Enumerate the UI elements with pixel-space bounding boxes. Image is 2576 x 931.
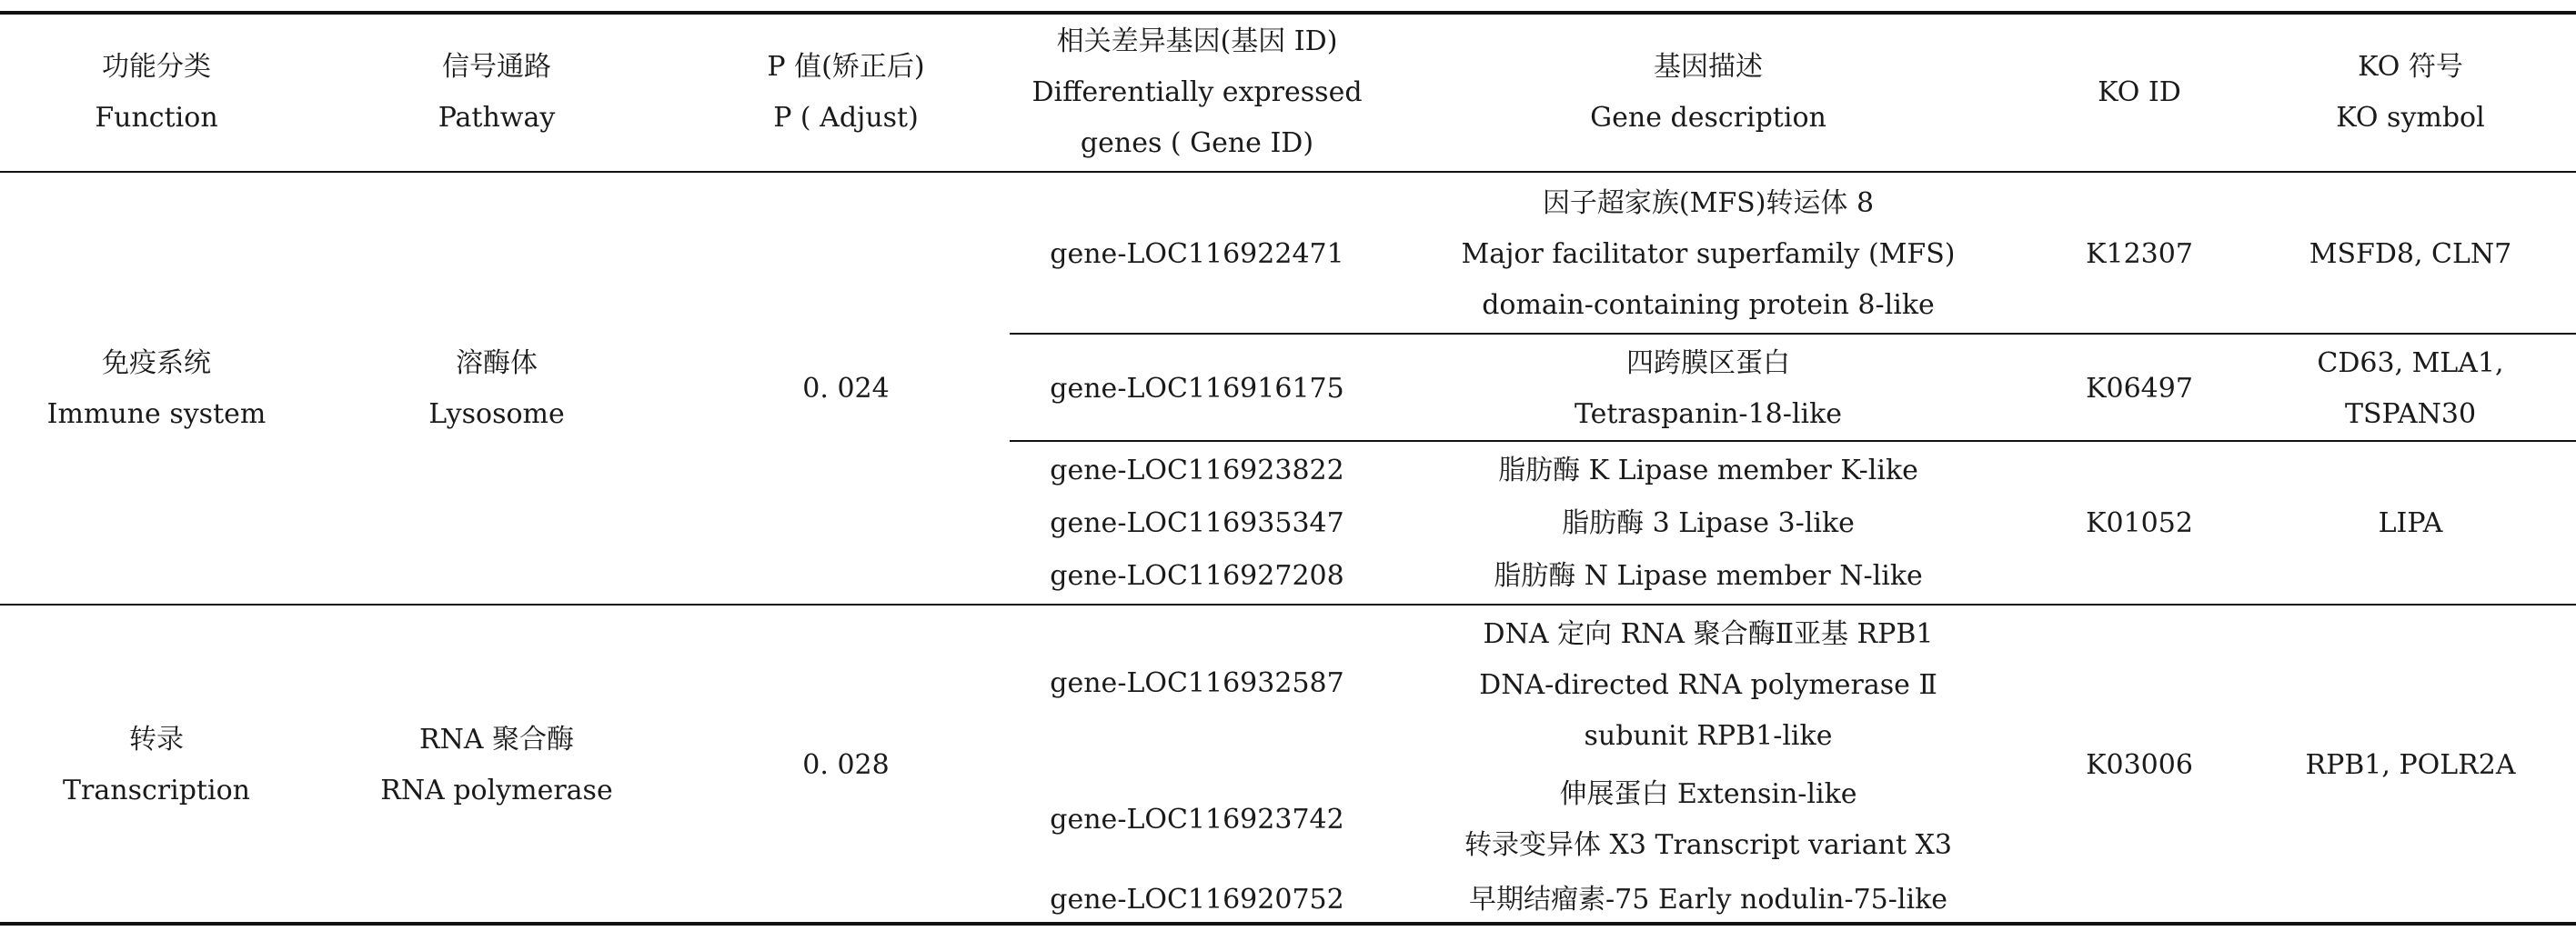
header-function-en: Function xyxy=(95,102,218,134)
g2r1-desc-1: DNA 定向 RNA 聚合酶Ⅱ亚基 RPB1 xyxy=(1483,618,1934,650)
header-function-zh: 功能分类 xyxy=(102,51,211,83)
g1r2-desc-2: Tetraspanin-18-like xyxy=(1574,398,1843,430)
group2-function-en: Transcription xyxy=(63,775,250,806)
header-bottom-rule xyxy=(0,171,2576,173)
g2r1-desc-5: 转录变异体 X3 Transcript variant X3 xyxy=(1464,829,1953,861)
table-top-rule xyxy=(0,11,2576,15)
g1r3-gene-2: gene-LOC116935347 xyxy=(1050,507,1344,539)
group1-function-zh: 免疫系统 xyxy=(102,347,211,379)
header-genes-zh: 相关差异基因(基因 ID) xyxy=(1056,25,1338,57)
group1-function-en: Immune system xyxy=(46,398,267,430)
header-genes-en-1: Differentially expressed xyxy=(1031,76,1363,108)
g2r1-desc-6: 早期结瘤素-75 Early nodulin-75-like xyxy=(1468,884,1948,916)
row-divider-2 xyxy=(1010,440,2576,442)
header-padjust-zh: P 值(矫正后) xyxy=(767,51,925,83)
g1r3-desc-2: 脂肪酶 3 Lipase 3-like xyxy=(1562,507,1855,539)
g1r1-ko-symbol: MSFD8, CLN7 xyxy=(2309,238,2512,270)
g2r1-ko-id: K03006 xyxy=(2086,749,2193,781)
g2r1-gene-1: gene-LOC116932587 xyxy=(1050,667,1344,699)
group1-pathway-en: Lysosome xyxy=(428,398,565,430)
g1r3-ko-symbol: LIPA xyxy=(2378,507,2443,539)
header-padjust-en: P ( Adjust) xyxy=(773,102,919,134)
g1r3-ko-id: K01052 xyxy=(2086,507,2193,539)
g1r2-gene: gene-LOC116916175 xyxy=(1050,373,1344,405)
group-divider xyxy=(0,604,2576,606)
g2r1-desc-3: subunit RPB1-like xyxy=(1584,720,1833,752)
g1r2-ko-symbol-2: TSPAN30 xyxy=(2344,398,2477,430)
group1-padjust: 0. 024 xyxy=(802,373,890,405)
header-ko-symbol-en: KO symbol xyxy=(2336,102,2485,134)
g2r1-gene-3: gene-LOC116920752 xyxy=(1050,884,1344,916)
g1r1-gene: gene-LOC116922471 xyxy=(1050,238,1344,270)
group2-pathway-zh: RNA 聚合酶 xyxy=(418,724,575,756)
g2r1-desc-2: DNA-directed RNA polymerase Ⅱ xyxy=(1479,669,1937,701)
g1r1-desc-3: domain-containing protein 8-like xyxy=(1482,289,1935,321)
header-ko-id: KO ID xyxy=(2098,76,2181,108)
header-ko-symbol-zh: KO 符号 xyxy=(2358,51,2463,83)
g2r1-gene-2: gene-LOC116923742 xyxy=(1050,804,1344,836)
group2-function-zh: 转录 xyxy=(129,724,184,756)
g1r1-desc-1: 因子超家族(MFS)转运体 8 xyxy=(1542,187,1875,219)
header-description-zh: 基因描述 xyxy=(1654,51,1763,83)
g1r1-desc-2: Major facilitator superfamily (MFS) xyxy=(1461,238,1956,270)
row-divider-1 xyxy=(1010,333,2576,335)
g1r3-gene-1: gene-LOC116923822 xyxy=(1050,455,1344,486)
group2-padjust: 0. 028 xyxy=(802,749,890,781)
header-genes-en-2: genes ( Gene ID) xyxy=(1080,127,1314,159)
g1r2-ko-id: K06497 xyxy=(2086,373,2193,405)
g1r3-gene-3: gene-LOC116927208 xyxy=(1050,560,1344,592)
group1-pathway-zh: 溶酶体 xyxy=(456,347,538,379)
g1r2-ko-symbol-1: CD63, MLA1, xyxy=(2317,347,2504,379)
g2r1-ko-symbol: RPB1, POLR2A xyxy=(2305,749,2516,781)
g1r3-desc-1: 脂肪酶 K Lipase member K-like xyxy=(1498,455,1918,486)
g1r3-desc-3: 脂肪酶 N Lipase member N-like xyxy=(1494,560,1923,592)
header-pathway-zh: 信号通路 xyxy=(442,51,551,83)
header-description-en: Gene description xyxy=(1590,102,1826,134)
g1r2-desc-1: 四跨膜区蛋白 xyxy=(1626,347,1790,379)
g1r1-ko-id: K12307 xyxy=(2086,238,2193,270)
g2r1-desc-4: 伸展蛋白 Extensin-like xyxy=(1559,778,1857,810)
group2-pathway-en: RNA polymerase xyxy=(380,775,613,806)
header-pathway-en: Pathway xyxy=(438,102,556,134)
